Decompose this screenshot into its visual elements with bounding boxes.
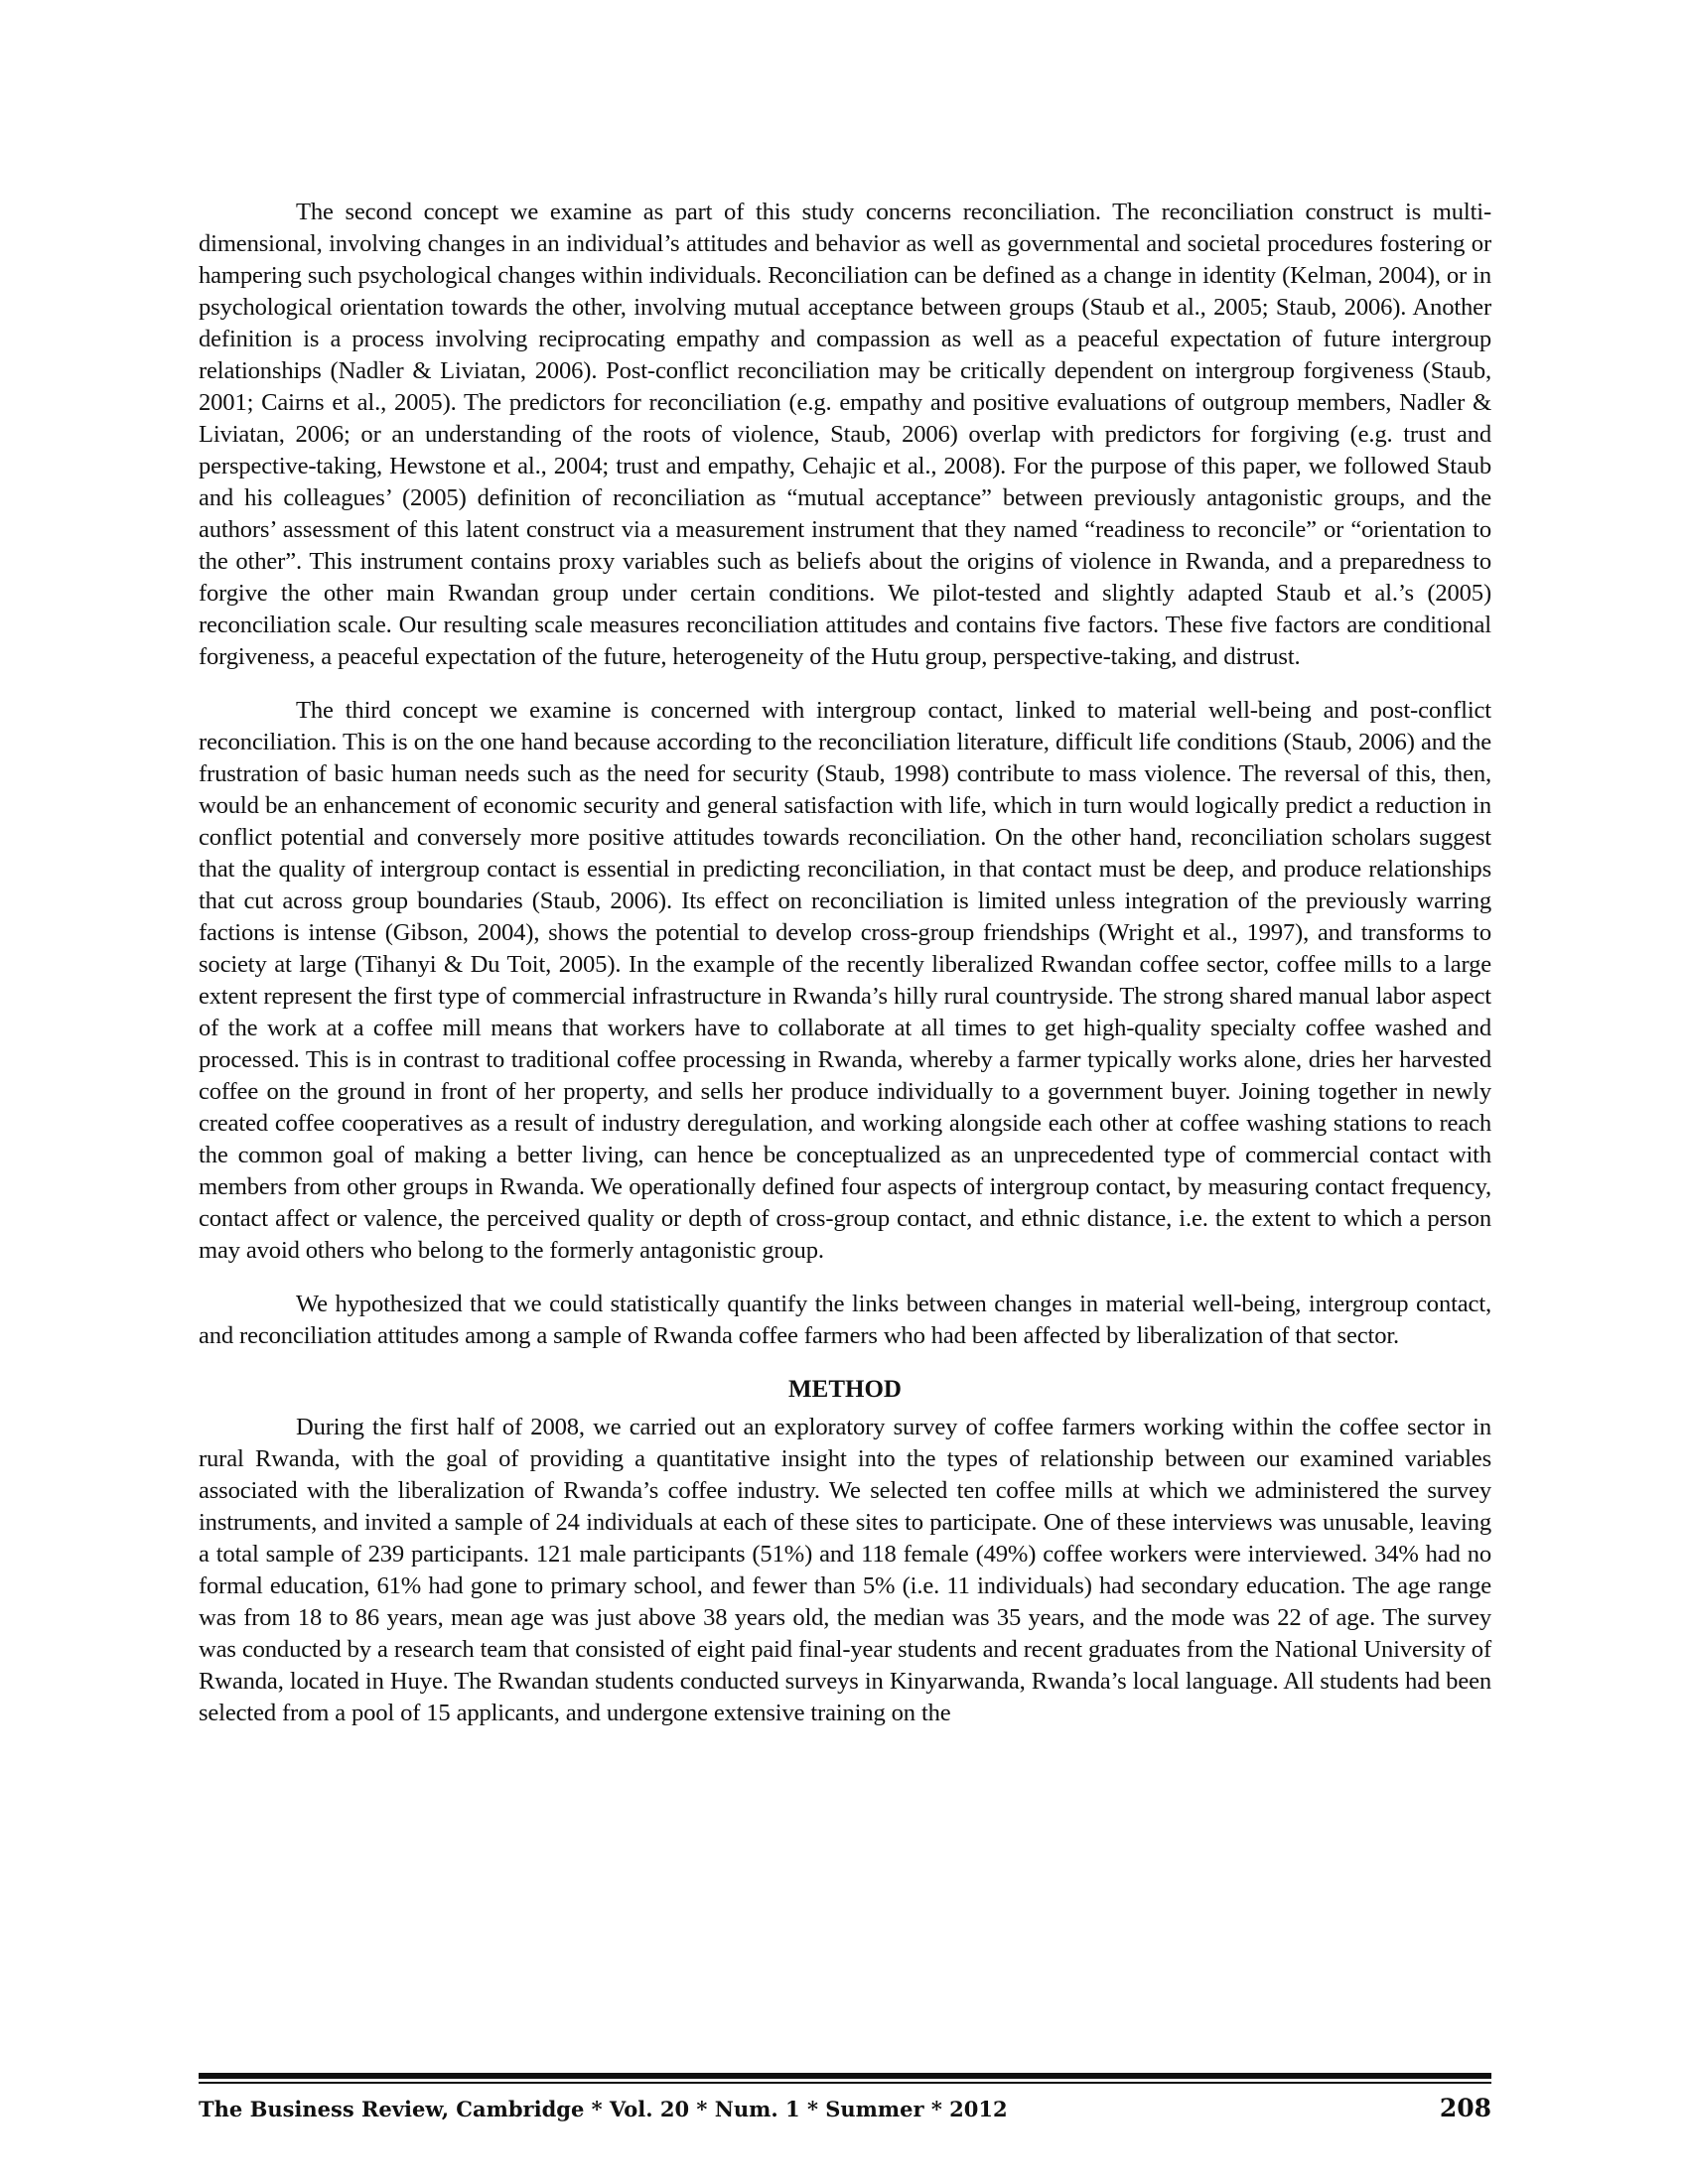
page-footer <box>199 2073 1491 2122</box>
section-heading-method: METHOD <box>788 1376 902 1403</box>
page-number: 208 <box>1439 2094 1491 2122</box>
journal-citation: The Business Review, Cambridge * Vol. 20 * Num. 1 * Summer * 2012 <box>199 2097 1008 2121</box>
footer-row <box>199 2094 1491 2122</box>
paragraph-hypothesis: We hypothesized that we could statistically quantify the links between changes in material well-being, intergroup contact, and reconciliation attitudes among a sample of Rwanda coffee farmers who had been affected by liberalization of that sector. <box>199 1291 1491 1349</box>
paragraph-method: During the first half of 2008, we carried out an exploratory survey of coffee farmers working within the coffee sector in rural Rwanda, with the goal of providing a quantitative insight into the types of relationship between our examined variables associated with the liberalization of Rwanda’s coffee industry. We selected ten coffee mills at which we administered the survey instruments, and invited a sample of 24 individuals at each of these sites to participate. One of these interviews was unusable, leaving a total sample of 239 participants. 121 male participants (51%) and 118 female (49%) coffee workers were interviewed. 34% had no formal education, 61% had gone to primary school, and fewer than 5% (i.e. 11 individuals) had secondary education. The age range was from 18 to 86 years, mean age was just above 38 years old, the median was 35 years, and the mode was 22 of age. The survey was conducted by a research team that consisted of eight paid final-year students and recent graduates from the National University of Rwanda, located in Huye. The Rwandan students conducted surveys in Kinyarwanda, Rwanda’s local language. All students had been selected from a pool of 15 applicants, and undergone extensive training on the <box>199 1414 1491 1726</box>
footer-rule-thin <box>199 2082 1491 2084</box>
page-body <box>199 197 1491 1751</box>
footer-rule-thick <box>199 2073 1491 2079</box>
paragraph-reconciliation: The second concept we examine as part of this study concerns reconciliation. The reconciliation construct is multi-dimensional, involving changes in an individual’s attitudes and behavior as well as governmental and societal procedures fostering or hampering such psychological changes within individuals. Reconciliation can be defined as a change in identity (Kelman, 2004), or in psychological orientation towards the other, involving mutual acceptance between groups (Staub et al., 2005; Staub, 2006). Another definition is a process involving reciprocating empathy and compassion as well as a peaceful expectation of future intergroup relationships (Nadler & Liviatan, 2006). Post-conflict reconciliation may be critically dependent on intergroup forgiveness (Staub, 2001; Cairns et al., 2005). The predictors for reconciliation (e.g. empathy and positive evaluations of outgroup members, Nadler & Liviatan, 2006; or an understanding of the roots of violence, Staub, 2006) overlap with predictors for forgiving (e.g. trust and perspective-taking, Hewstone et al., 2004; trust and empathy, Cehajic et al., 2008). For the purpose of this paper, we followed Staub and his colleagues’ (2005) definition of reconciliation as “mutual acceptance” between previously antagonistic groups, and the authors’ assessment of this latent construct via a measurement instrument that they named “readiness to reconcile” or “orientation to the other”. This instrument contains proxy variables such as beliefs about the origins of violence in Rwanda, and a preparedness to forgive the other main Rwandan group under certain conditions. We pilot-tested and slightly adapted Staub et al.’s (2005) reconciliation scale. Our resulting scale measures reconciliation attitudes and contains five factors. These five factors are conditional forgiveness, a peaceful expectation of the future, heterogeneity of the Hutu group, perspective-taking, and distrust. <box>199 199 1491 670</box>
paragraph-intergroup-contact: The third concept we examine is concerned with intergroup contact, linked to material well-being and post-conflict reconciliation. This is on the one hand because according to the reconciliation literature, difficult life conditions (Staub, 2006) and the frustration of basic human needs such as the need for security (Staub, 1998) contribute to mass violence. The reversal of this, then, would be an enhancement of economic security and general satisfaction with life, which in turn would logically predict a reduction in conflict potential and conversely more positive attitudes towards reconciliation. On the other hand, reconciliation scholars suggest that the quality of intergroup contact is essential in predicting reconciliation, in that contact must be deep, and produce relationships that cut across group boundaries (Staub, 2006). Its effect on reconciliation is limited unless integration of the previously warring factions is intense (Gibson, 2004), shows the potential to develop cross-group friendships (Wright et al., 1997), and transforms to society at large (Tihanyi & Du Toit, 2005). In the example of the recently liberalized Rwandan coffee sector, coffee mills to a large extent represent the first type of commercial infrastructure in Rwanda’s hilly rural countryside. The strong shared manual labor aspect of the work at a coffee mill means that workers have to collaborate at all times to get high-quality specialty coffee washed and processed. This is in contrast to traditional coffee processing in Rwanda, whereby a farmer typically works alone, dries her harvested coffee on the ground in front of her property, and sells her produce individually to a government buyer. Joining together in newly created coffee cooperatives as a result of industry deregulation, and working alongside each other at coffee washing stations to reach the common goal of making a better living, can hence be conceptualized as an unprecedented type of commercial contact with members from other groups in Rwanda. We operationally defined four aspects of intergroup contact, by measuring contact frequency, contact affect or valence, the perceived quality or depth of cross-group contact, and ethnic distance, i.e. the extent to which a person may avoid others who belong to the formerly antagonistic group. <box>199 697 1491 1264</box>
